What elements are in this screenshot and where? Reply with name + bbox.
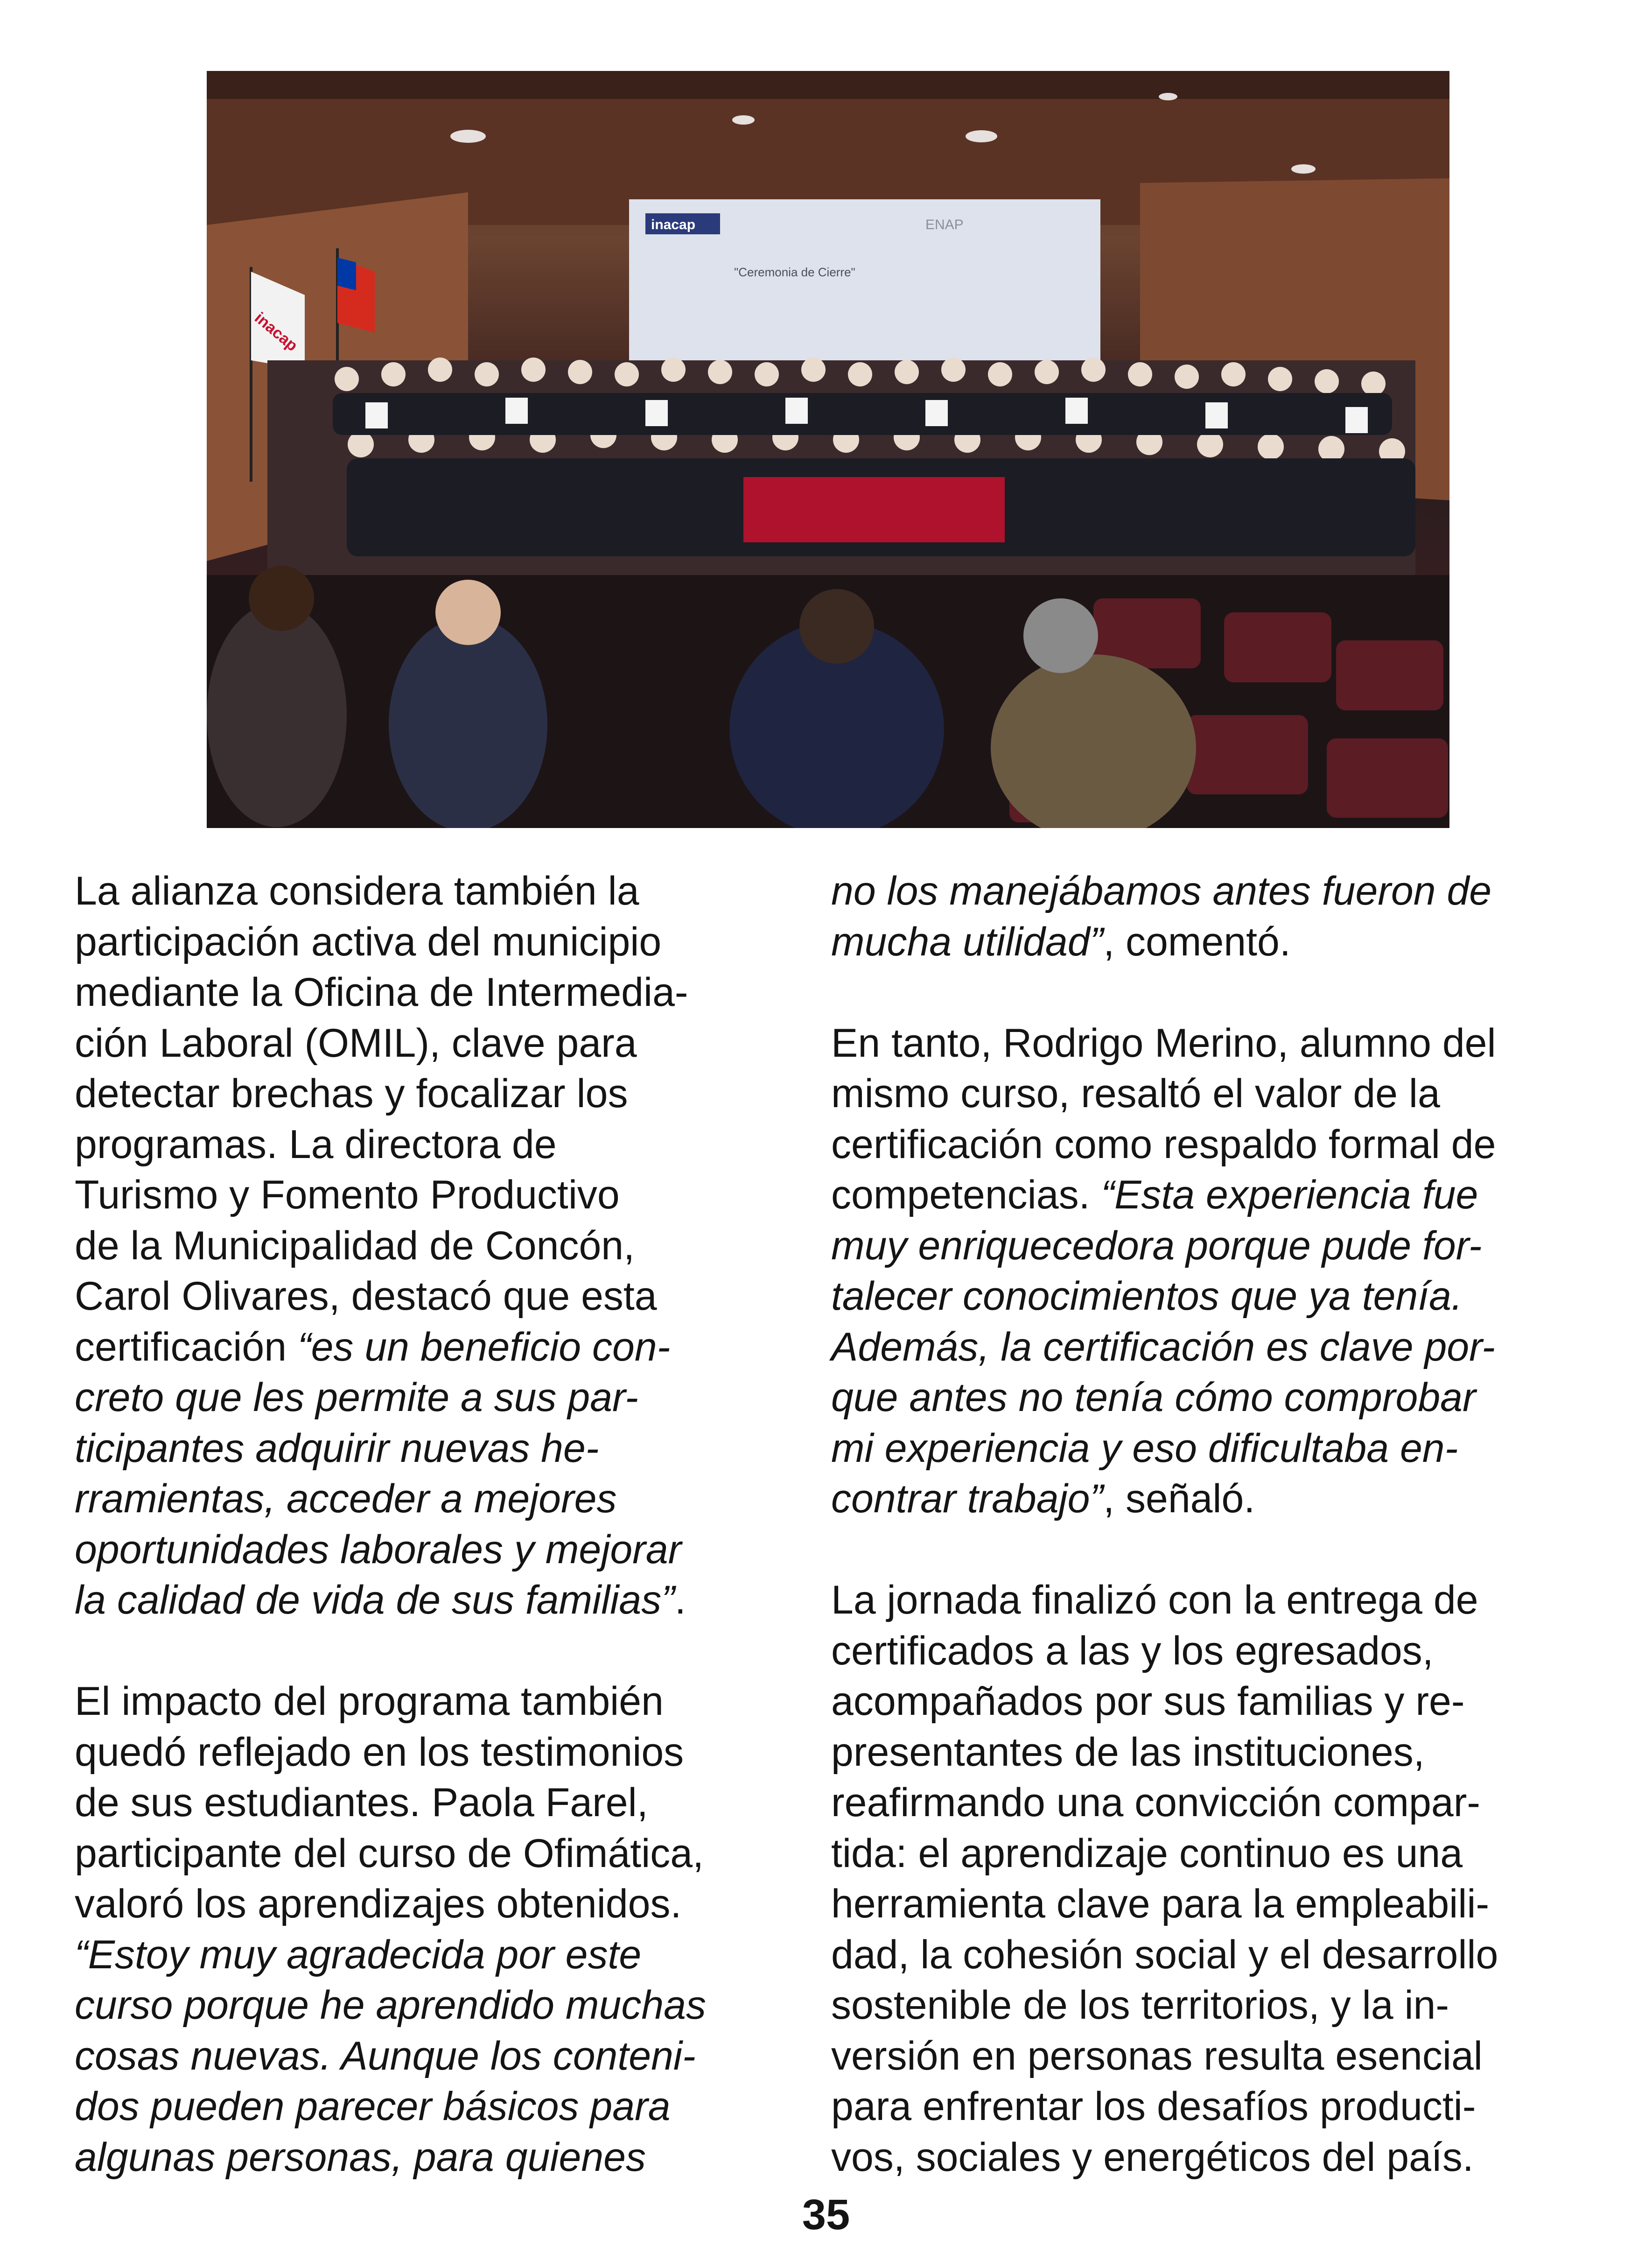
text-line	[75, 1980, 789, 2031]
text-line	[75, 2031, 789, 2082]
quote-text: Además, la certificación es clave por-	[831, 1324, 1495, 1369]
line-text: tida: el aprendizaje continuo es una	[831, 1831, 1463, 1876]
line-text: sostenible de los territorios, y la in-	[831, 1983, 1449, 2028]
line-text: certificados a las y los egresados,	[831, 1628, 1434, 1673]
line-text: versión en personas resulta esencial	[831, 2033, 1483, 2078]
text-line	[75, 1474, 789, 1524]
text-line	[831, 1727, 1545, 1778]
line-text: ción Laboral (OMIL), clave para	[75, 1020, 637, 1066]
line-text: participación activa del municipio	[75, 919, 662, 964]
line-text: quedó reflejado en los testimonios	[75, 1729, 684, 1775]
quote-text: contrar trabajo”	[831, 1476, 1104, 1521]
line-text: presentantes de las instituciones,	[831, 1729, 1425, 1775]
text-line	[831, 1322, 1545, 1373]
text-line	[75, 2132, 789, 2183]
line-text: Carol Olivares, destacó que esta	[75, 1274, 657, 1319]
text-line	[75, 1930, 789, 1980]
quote-text: la calidad de vida de sus familias”	[75, 1578, 675, 1622]
quote-text: mi experiencia y eso dificultaba en-	[831, 1425, 1458, 1471]
quote-text: creto que les permite a sus par-	[75, 1375, 638, 1420]
line-text: participante del curso de Ofimática,	[75, 1831, 704, 1876]
text-line	[75, 1727, 789, 1778]
paragraph-gap	[831, 1524, 1545, 1575]
screen-brand: inacap	[651, 217, 696, 232]
line-text: .	[674, 1578, 686, 1622]
text-line	[831, 1980, 1545, 2031]
text-line	[75, 1221, 789, 1271]
text-line	[831, 1119, 1545, 1170]
quote-text: rramientas, acceder a mejores	[75, 1476, 617, 1521]
text-line	[831, 1676, 1545, 1727]
text-line	[75, 866, 789, 917]
text-line	[831, 1828, 1545, 1879]
quote-text: talecer conocimientos que ya tenía.	[831, 1274, 1463, 1319]
quote-text: curso porque he aprendido muchas	[75, 1983, 706, 2028]
line-text: vos, sociales y energéticos del país.	[831, 2134, 1474, 2180]
text-line	[831, 1423, 1545, 1474]
text-line	[831, 1221, 1545, 1271]
text-line	[831, 1626, 1545, 1677]
text-line	[75, 1170, 789, 1221]
line-text: mediante la Oficina de Intermedia-	[75, 970, 688, 1015]
ceremony-photo-illustration	[207, 71, 1449, 828]
text-line	[831, 1170, 1545, 1221]
text-line	[831, 866, 1545, 917]
projection-screen	[629, 199, 1100, 381]
text-line	[75, 1119, 789, 1170]
line-text: reafirmando una convicción compar-	[831, 1780, 1480, 1825]
text-line	[75, 1068, 789, 1119]
quote-text: “Esta experiencia fue	[1101, 1172, 1478, 1217]
text-line	[75, 2081, 789, 2132]
line-text: valoró los aprendizajes obtenidos.	[75, 1881, 682, 1926]
text-line	[75, 1372, 789, 1423]
text-line	[831, 1930, 1545, 1980]
quote-text: “es un beneficio con-	[297, 1324, 671, 1369]
line-text: El impacto del programa también	[75, 1679, 664, 1724]
text-line	[75, 1018, 789, 1069]
text-line	[75, 1828, 789, 1879]
text-line	[75, 1879, 789, 1930]
text-line	[831, 1879, 1545, 1930]
quote-text: cosas nuevas. Aunque los conteni-	[75, 2033, 696, 2078]
text-line	[831, 2081, 1545, 2132]
page-number: 35	[802, 2191, 850, 2239]
text-line	[75, 1524, 789, 1575]
screen-caption: "Ceremonia de Cierre"	[734, 265, 855, 279]
screen-partner: ENAP	[925, 217, 964, 232]
text-line	[831, 2132, 1545, 2183]
line-text: La jornada finalizó con la entrega de	[831, 1578, 1478, 1622]
quote-text: “Estoy muy agradecida por este	[75, 1932, 642, 1977]
text-line	[75, 1777, 789, 1828]
quote-text: muy enriquecedora porque pude for-	[831, 1223, 1482, 1268]
article-column-right	[831, 866, 1545, 2183]
line-text: herramienta clave para la empleabili-	[831, 1881, 1490, 1926]
line-text: La alianza considera también la	[75, 869, 639, 913]
line-text: En tanto, Rodrigo Merino, alumno del	[831, 1020, 1496, 1066]
line-text: Turismo y Fomento Productivo	[75, 1172, 620, 1217]
quote-text: mucha utilidad”	[831, 919, 1104, 964]
paragraph-gap	[75, 1626, 789, 1677]
text-line	[831, 1018, 1545, 1069]
line-text: de la Municipalidad de Concón,	[75, 1223, 635, 1268]
text-line	[831, 917, 1545, 968]
quote-text: que antes no tenía cómo comprobar	[831, 1375, 1476, 1420]
text-line	[75, 1322, 789, 1373]
line-text: para enfrentar los desafíos producti-	[831, 2084, 1476, 2129]
text-line	[831, 2031, 1545, 2082]
line-text: , señaló.	[1103, 1476, 1255, 1521]
text-line	[831, 1575, 1545, 1626]
line-text: competencias.	[831, 1172, 1101, 1217]
text-line	[75, 1271, 789, 1322]
flag-banner-text: inacap	[251, 309, 301, 355]
text-line	[75, 1575, 789, 1626]
line-text: de sus estudiantes. Paola Farel,	[75, 1780, 648, 1825]
text-line	[75, 917, 789, 968]
quote-text: ticipantes adquirir nuevas he-	[75, 1425, 599, 1471]
line-text: programas. La directora de	[75, 1122, 557, 1167]
text-line	[831, 1474, 1545, 1524]
text-line	[831, 1068, 1545, 1119]
line-text: detectar brechas y focalizar los	[75, 1071, 628, 1116]
quote-text: algunas personas, para quienes	[75, 2134, 646, 2180]
text-line	[75, 1423, 789, 1474]
paragraph-gap	[831, 967, 1545, 1018]
line-text: certificación	[75, 1324, 298, 1369]
article-column-left	[75, 866, 789, 2183]
text-line	[75, 1676, 789, 1727]
text-line	[75, 967, 789, 1018]
line-text: dad, la cohesión social y el desarrollo	[831, 1932, 1498, 1977]
quote-text: dos pueden parecer básicos para	[75, 2084, 671, 2129]
text-line	[831, 1271, 1545, 1322]
line-text: certificación como respaldo formal de	[831, 1122, 1496, 1167]
line-text: , comentó.	[1103, 919, 1291, 964]
quote-text: no los manejábamos antes fueron de	[831, 869, 1492, 913]
quote-text: oportunidades laborales y mejorar	[75, 1527, 682, 1572]
line-text: acompañados por sus familias y re-	[831, 1679, 1465, 1724]
text-line	[831, 1372, 1545, 1423]
ceremony-photo	[207, 71, 1449, 828]
line-text: mismo curso, resaltó el valor de la	[831, 1071, 1440, 1116]
text-line	[831, 1777, 1545, 1828]
